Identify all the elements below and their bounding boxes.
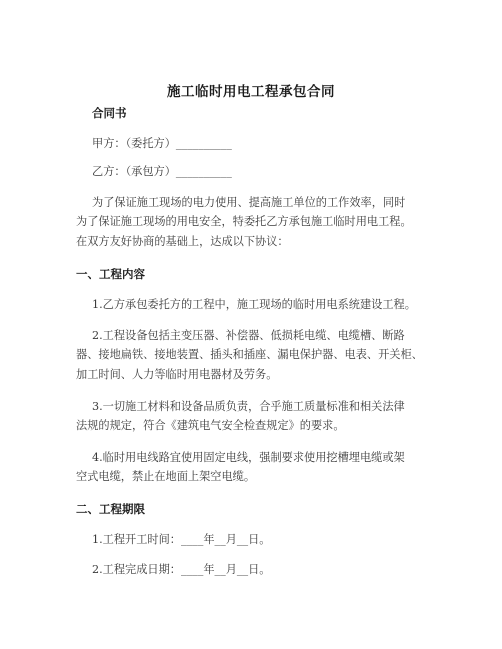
clause-1-3-line-2: 法规的规定，符合《建筑电气安全检查规定》的要求。 — [76, 419, 345, 432]
intro-line-1: 为了保证施工现场的电力使用、提高施工单位的工作效率，同时 — [92, 196, 406, 209]
document-title: 施工临时用电工程承包合同 — [167, 84, 335, 100]
intro-line-2: 为了保证施工现场的用电安全，特委托乙方承包施工临时用电工程。 — [76, 215, 412, 228]
intro-line-3: 在双方友好协商的基础上，达成以下协议： — [76, 235, 289, 248]
clause-1-1: 1.乙方承包委托方的工程中，施工现场的临时用电系统建设工程。 — [92, 298, 416, 311]
party-a-line: 甲方：（委托方）__________ — [92, 137, 232, 150]
section-heading-content: 一、工程内容 — [76, 267, 145, 281]
clause-1-3-line-1: 3.一切施工材料和设备品质负责，合乎施工质量标准和相关法律 — [92, 400, 405, 413]
party-b-line: 乙方：（承包方）__________ — [92, 165, 232, 178]
clause-2-1: 1.工程开工时间：____年__月__日。 — [92, 533, 271, 546]
section-heading-period: 二、工程期限 — [76, 502, 145, 516]
clause-1-2-line-1: 2.工程设备包括主变压器、补偿器、低损耗电缆、电缆槽、断路 — [92, 329, 405, 342]
clause-1-2-line-2: 器、接地扁铁、接地装置、插头和插座、漏电保护器、电表、开关柜、 — [76, 348, 423, 361]
clause-2-2: 2.工程完成日期：____年__月__日。 — [92, 563, 271, 576]
document-subtitle: 合同书 — [92, 106, 127, 120]
clause-1-4-line-1: 4.临时用电线路宜使用固定电线，强制要求使用挖槽埋电缆或架 — [92, 451, 405, 464]
clause-1-4-line-2: 空式电缆，禁止在地面上架空电缆。 — [76, 470, 256, 483]
clause-1-2-line-3: 加工时间、人力等临时用电器材及劳务。 — [76, 368, 278, 381]
